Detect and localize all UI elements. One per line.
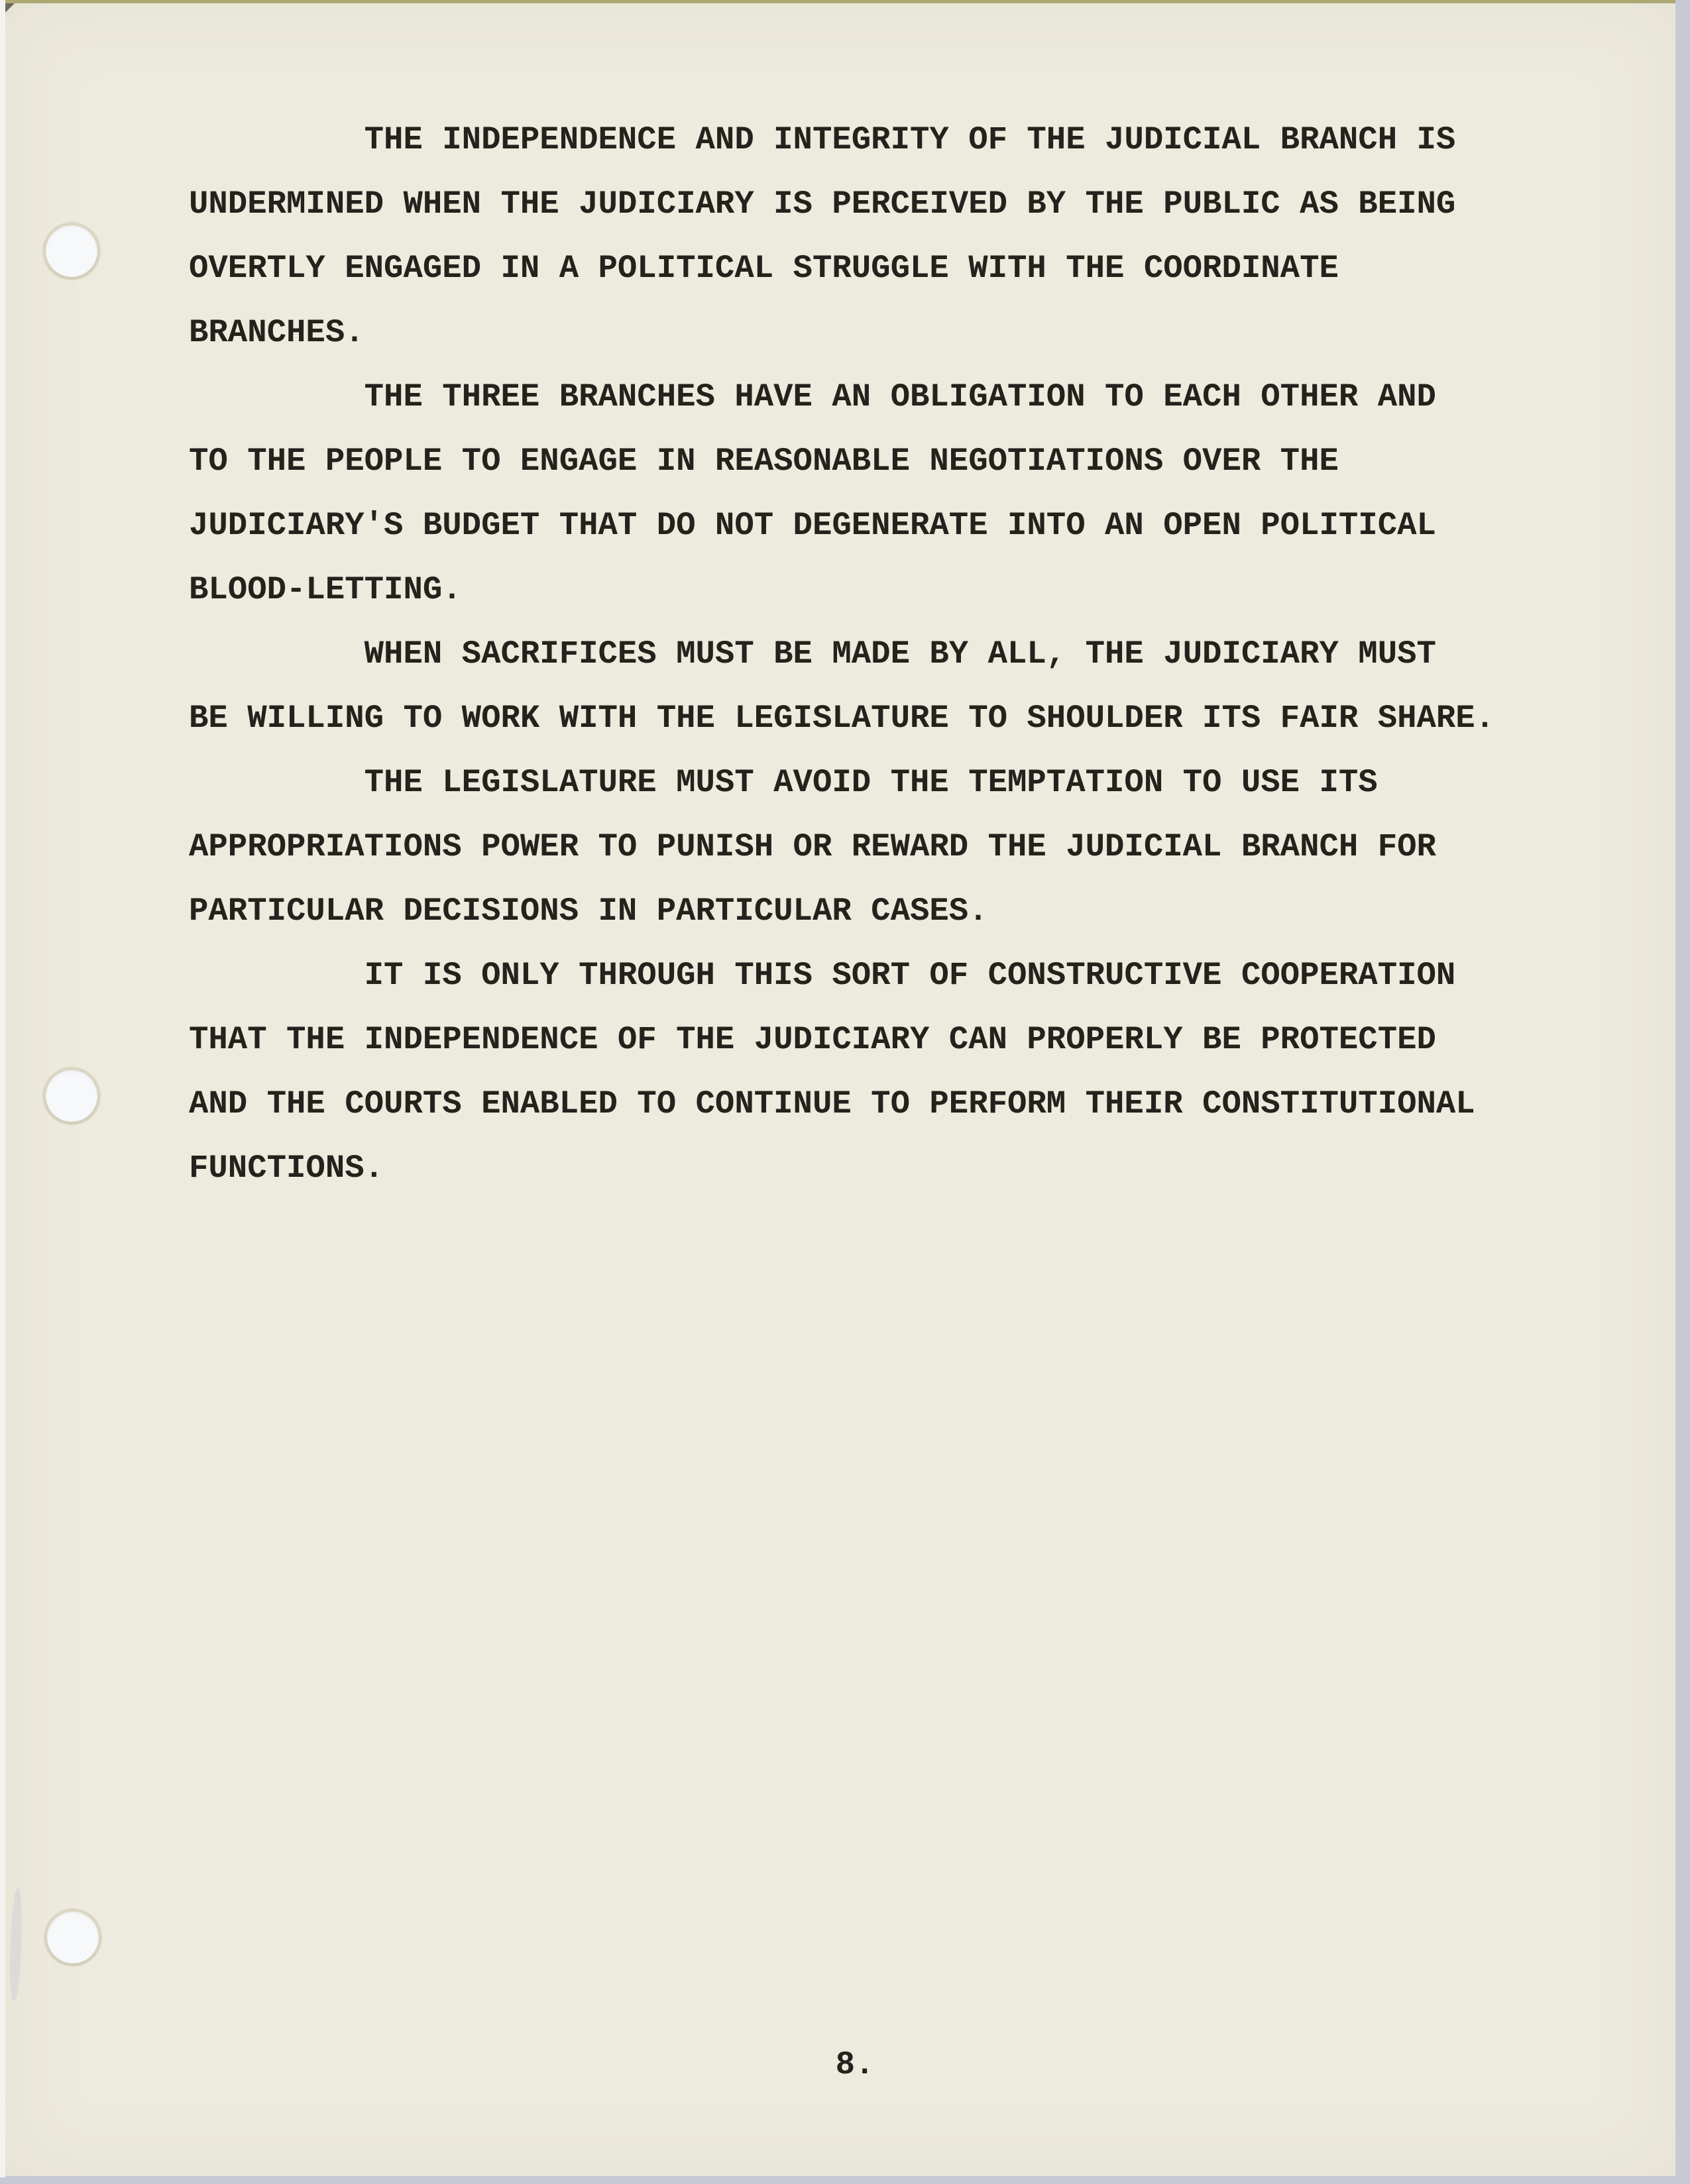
- text-line: OVERTLY ENGAGED IN A POLITICAL STRUGGLE WITH THE COORDINATE: [189, 250, 1339, 287]
- text-line: UNDERMINED WHEN THE JUDICIARY IS PERCEIVED BY THE PUBLIC AS BEING: [189, 186, 1456, 223]
- text-line: BRANCHES.: [189, 314, 365, 351]
- hole-punch-bottom: [47, 1912, 99, 1963]
- text-line: IT IS ONLY THROUGH THIS SORT OF CONSTRUCTIVE COOPERATION: [189, 957, 1456, 994]
- text-line: AND THE COURTS ENABLED TO CONTINUE TO PERFORM THEIR CONSTITUTIONAL: [189, 1085, 1475, 1122]
- text-line: JUDICIARY'S BUDGET THAT DO NOT DEGENERATE INTO AN OPEN POLITICAL: [189, 507, 1436, 544]
- text-line: FUNCTIONS.: [189, 1150, 384, 1187]
- text-line: APPROPRIATIONS POWER TO PUNISH OR REWARD THE JUDICIAL BRANCH FOR: [189, 828, 1436, 865]
- paragraph: [189, 622, 1521, 751]
- document-text: [189, 108, 1521, 1201]
- paragraph: [189, 365, 1521, 622]
- hole-punch-top: [46, 225, 97, 277]
- page-corner-mark: [5, 3, 15, 13]
- text-line: PARTICULAR DECISIONS IN PARTICULAR CASES.: [189, 893, 988, 930]
- hole-punch-middle: [46, 1070, 97, 1122]
- paragraph: [189, 751, 1521, 944]
- scan-edge-strip: [0, 0, 5, 2177]
- text-line: THE THREE BRANCHES HAVE AN OBLIGATION TO EACH OTHER AND: [189, 378, 1436, 415]
- page-number: 8.: [835, 2046, 875, 2083]
- text-line: THE INDEPENDENCE AND INTEGRITY OF THE JUDICIAL BRANCH IS: [189, 121, 1456, 158]
- ink-smudge: [9, 1888, 23, 2001]
- text-line: THE LEGISLATURE MUST AVOID THE TEMPTATION TO USE ITS: [189, 764, 1378, 801]
- text-line: BLOOD-LETTING.: [189, 571, 462, 608]
- paragraph: [189, 944, 1521, 1201]
- text-line: BE WILLING TO WORK WITH THE LEGISLATURE TO SHOULDER ITS FAIR SHARE.: [189, 700, 1495, 737]
- text-line: THAT THE INDEPENDENCE OF THE JUDICIARY CAN PROPERLY BE PROTECTED: [189, 1021, 1436, 1058]
- text-line: WHEN SACRIFICES MUST BE MADE BY ALL, THE JUDICIARY MUST: [189, 635, 1436, 673]
- text-line: TO THE PEOPLE TO ENGAGE IN REASONABLE NEGOTIATIONS OVER THE: [189, 443, 1339, 480]
- document-page: [5, 0, 1675, 2176]
- paragraph: [189, 108, 1521, 365]
